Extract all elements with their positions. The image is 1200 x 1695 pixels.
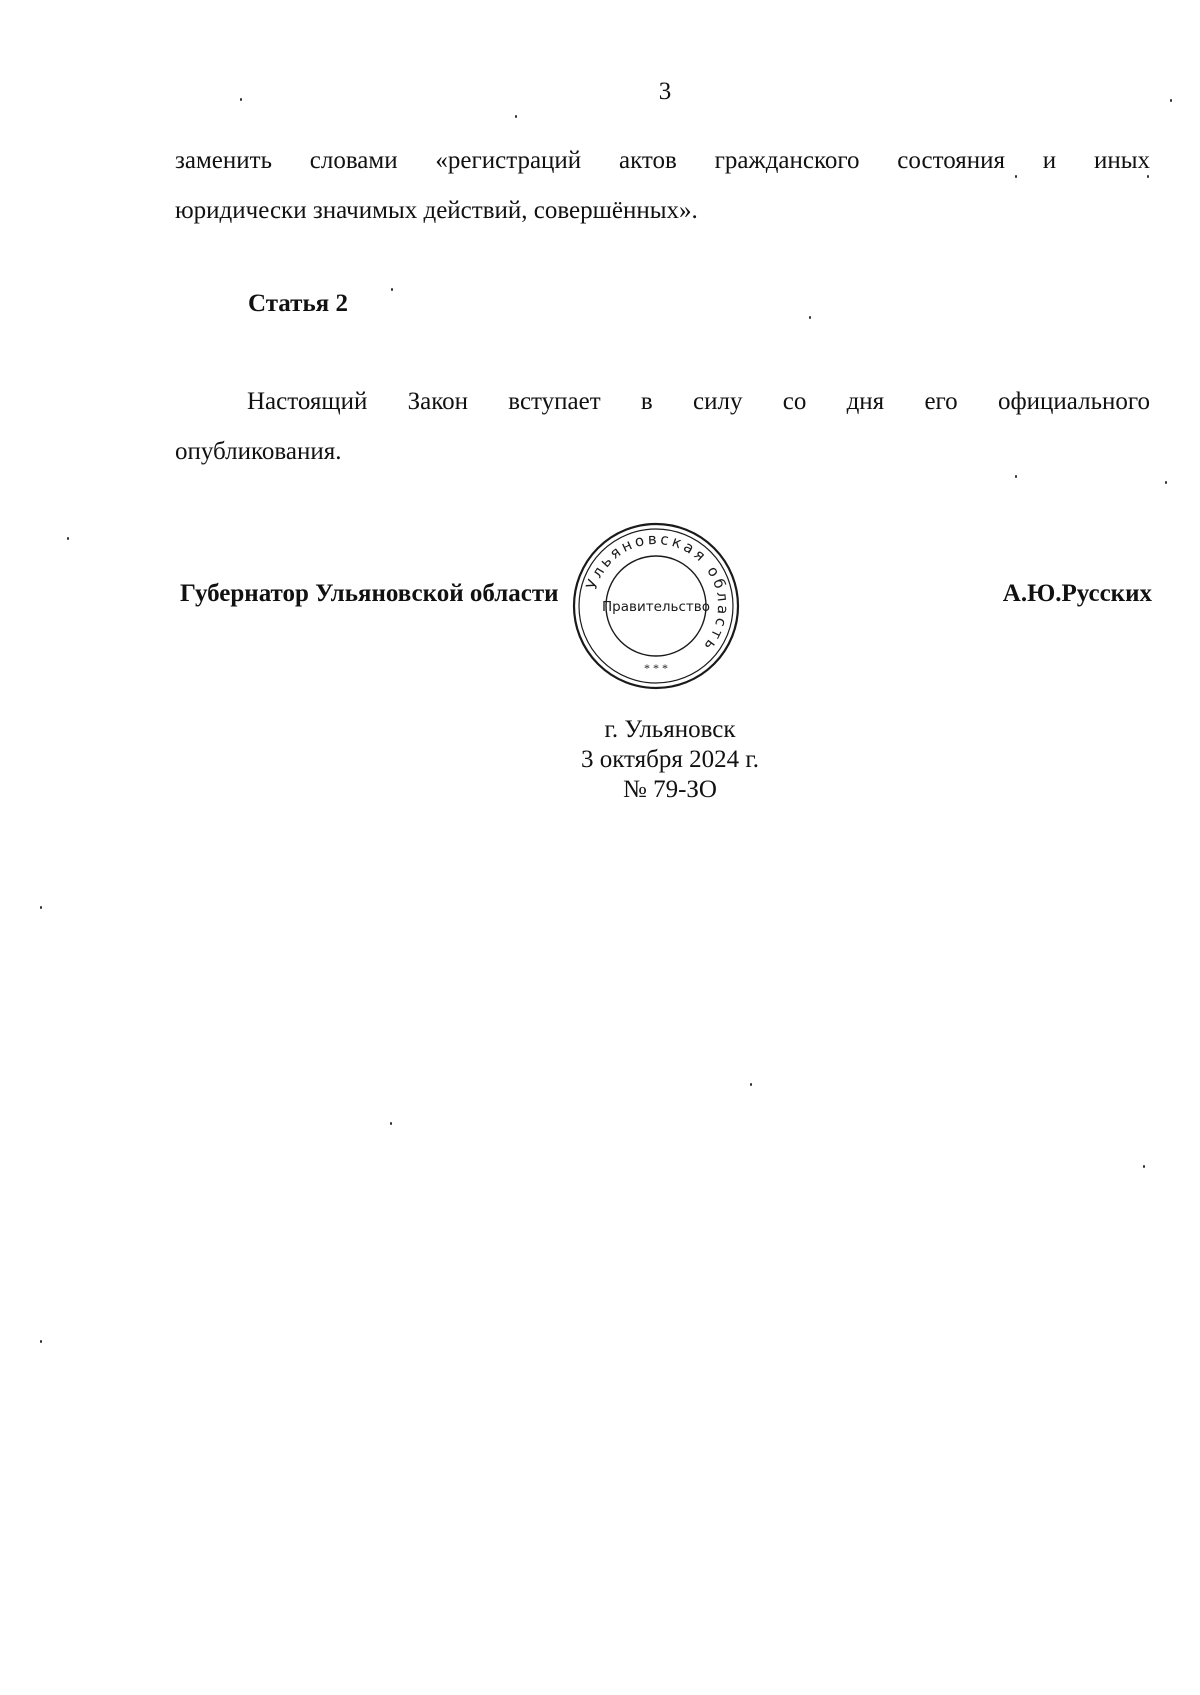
scan-speck xyxy=(1170,99,1172,102)
law-number: № 79-ЗО xyxy=(622,776,717,803)
date: 3 октября 2024 г. xyxy=(580,746,760,773)
scan-speck xyxy=(750,1083,752,1086)
page-number: 3 xyxy=(658,78,672,105)
svg-text:Ульяновская область: Ульяновская область xyxy=(582,529,733,657)
scan-speck xyxy=(515,115,517,118)
signer-name: А.Ю.Русских xyxy=(1002,580,1152,607)
scan-speck xyxy=(1165,481,1167,484)
svg-text:* * *: * * * xyxy=(644,661,668,675)
scan-speck xyxy=(809,316,811,319)
scan-speck xyxy=(67,537,69,540)
svg-text:Правительство: Правительство xyxy=(602,599,710,615)
paragraph-line: заменить словами «регистраций актов гражданского состояния и иных xyxy=(175,147,1150,174)
signer-title: Губернатор Ульяновской области xyxy=(180,580,559,607)
scan-speck xyxy=(1015,175,1017,178)
article-heading: Статья 2 xyxy=(248,290,348,317)
scan-speck xyxy=(1143,1165,1145,1168)
city: г. Ульяновск xyxy=(604,716,736,743)
scan-speck xyxy=(1147,175,1149,178)
scan-speck xyxy=(390,1122,392,1125)
paragraph-line: Настоящий Закон вступает в силу со дня его официального xyxy=(247,388,1150,415)
official-seal-icon xyxy=(570,520,742,692)
place-date-number xyxy=(470,715,870,805)
scan-speck xyxy=(391,288,393,291)
paragraph-amendment xyxy=(175,136,1150,236)
scan-speck xyxy=(40,1340,42,1343)
paragraph-line: юридически значимых действий, совершённых». xyxy=(175,197,698,224)
scan-speck xyxy=(240,98,242,101)
paragraph-line: опубликования. xyxy=(175,438,342,465)
paragraph-effective-date xyxy=(175,377,1150,477)
scan-speck xyxy=(40,906,42,909)
scan-speck xyxy=(1015,475,1017,478)
